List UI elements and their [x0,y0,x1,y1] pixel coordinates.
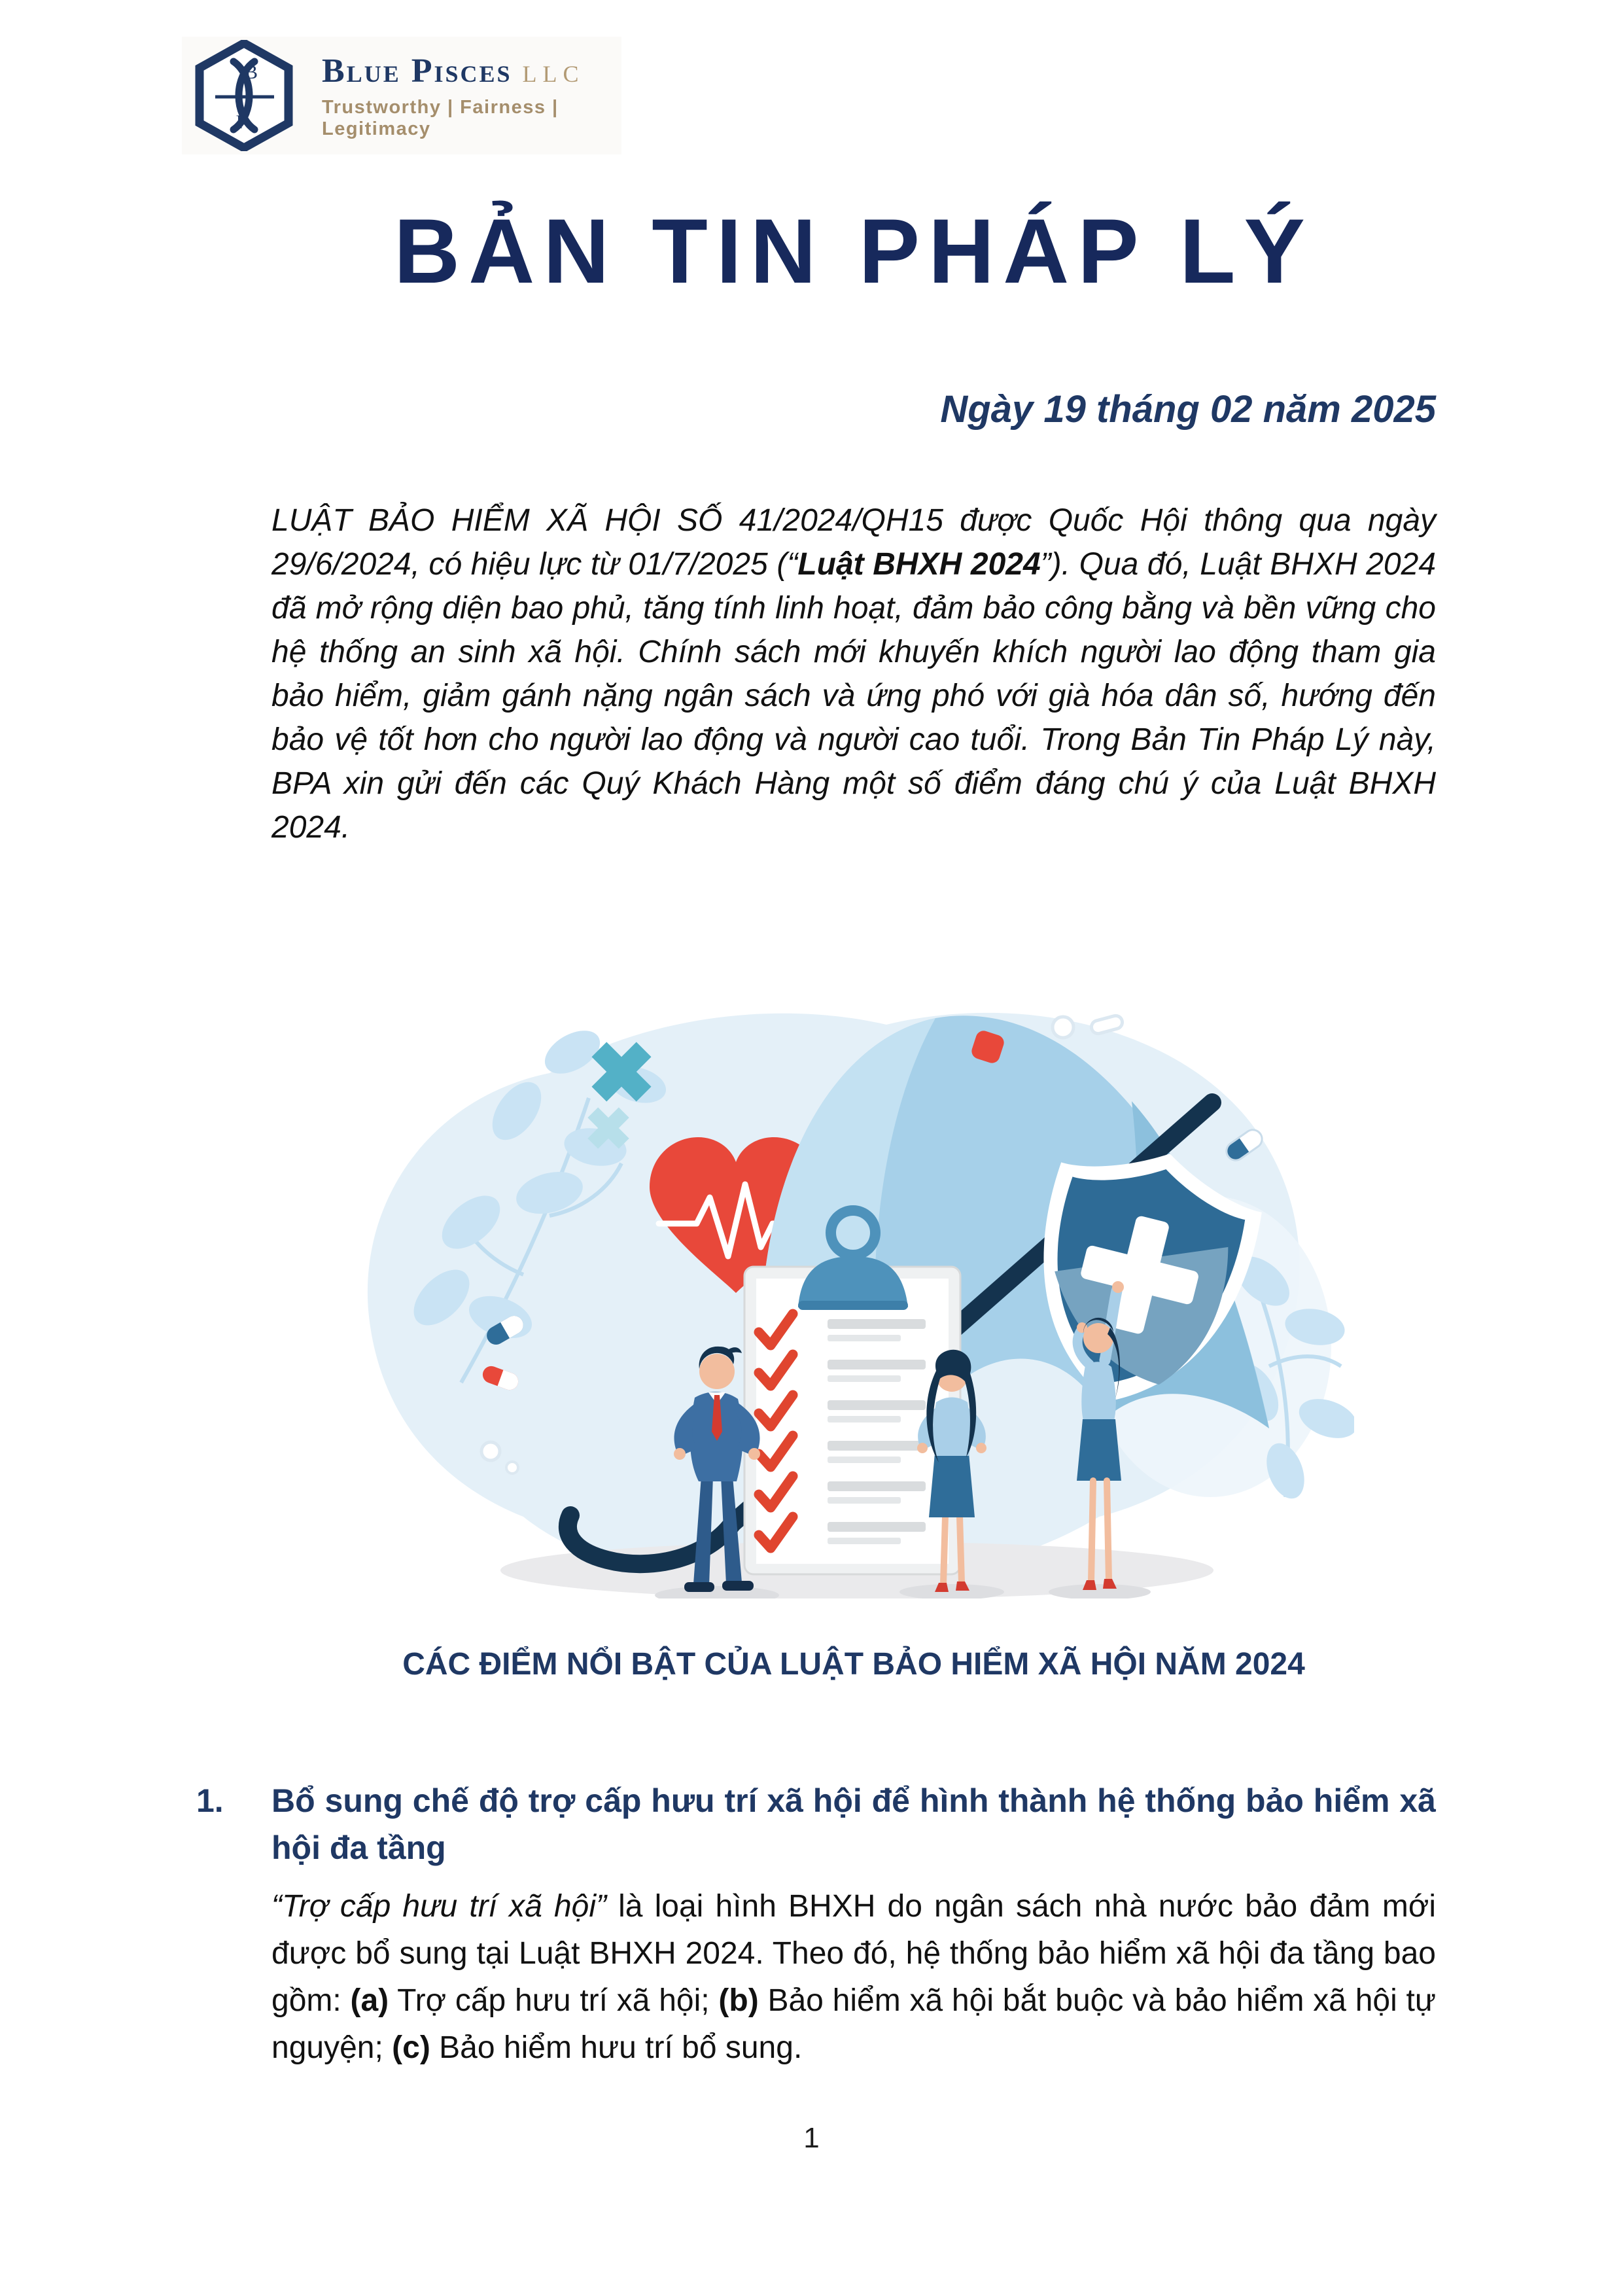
item-1-text-a: Trợ cấp hưu trí xã hội; [389,1983,719,2018]
item-1-term-italic: “Trợ cấp hưu trí xã hội” [271,1889,606,1924]
logo-letter-p: P [236,111,247,133]
intro-paragraph [271,499,1436,849]
item-1-text-c: Bảo hiểm hưu trí bổ sung. [430,2030,803,2065]
logo-brand-name: Blue Pisces [322,52,512,90]
intro-bold-law-name: Luật BHXH 2024 [797,547,1041,582]
item-1-label-c: (c) [392,2030,430,2065]
item-1-text-b: Bảo hiểm xã hội bắt buộc và bảo hiểm xã hội tự nguyện; [271,1983,1437,2065]
section-title: CÁC ĐIỂM NỔI BẬT CỦA LUẬT BẢO HIỂM XÃ HỘI NĂM 2024 [402,1647,1305,1682]
logo-tagline: Trustworthy | Fairness | Legitimacy [322,96,559,139]
item-1-number: 1. [196,1782,224,1819]
insurance-illustration [275,1000,1354,1598]
page-number: 1 [803,2122,820,2154]
page-title: BẢN TIN PHÁP LÝ [394,200,1314,302]
item-1-heading-row [196,1777,1436,1871]
company-logo [182,37,621,154]
logo-letter-b: B [244,62,258,83]
blue-pisces-logo-icon [192,40,296,151]
intro-text: LUẬT BẢO HIỂM XÃ HỘI SỐ 41/2024/QH15 được Quốc Hội thông qua ngày 29/6/2024, có hiệu lực từ 01/7/2025 (“ [271,503,1436,582]
logo-suffix: LLC [522,60,585,87]
item-1-heading: Bổ sung chế độ trợ cấp hưu trí xã hội để hình thành hệ thống bảo hiểm xã hội đa tầng [271,1782,1436,1866]
intro-text-cont: ”). Qua đó, Luật BHXH 2024 đã mở rộng diện bao phủ, tăng tính linh hoạt, đảm bảo công bằng và bền vững cho hệ thống an sinh xã hội. Chính sách mới khuyến khích người lao động tham gia bảo hiểm, giảm gánh nặng ngân sách và ứng phó với già hóa dân số, hướng đến bảo vệ tốt hơn cho người lao động và người cao tuổi. Trong Bản Tin Pháp Lý này, BPA xin gửi đến các Quý Khách Hàng một số điểm đáng chú ý của Luật BHXH 2024. [271,547,1437,845]
issue-date: Ngày 19 tháng 02 năm 2025 [940,388,1436,431]
item-1-label-a: (a) [350,1983,389,2018]
item-1-body [271,1883,1436,2072]
item-1-text: là loại hình BHXH do ngân sách nhà nước bảo đảm mới được bổ sung tại Luật BHXH 2024. Theo đó, hệ thống bảo hiểm xã hội đa tầng bao gồm: [271,1889,1436,2018]
item-1-label-b: (b) [718,1983,759,2018]
